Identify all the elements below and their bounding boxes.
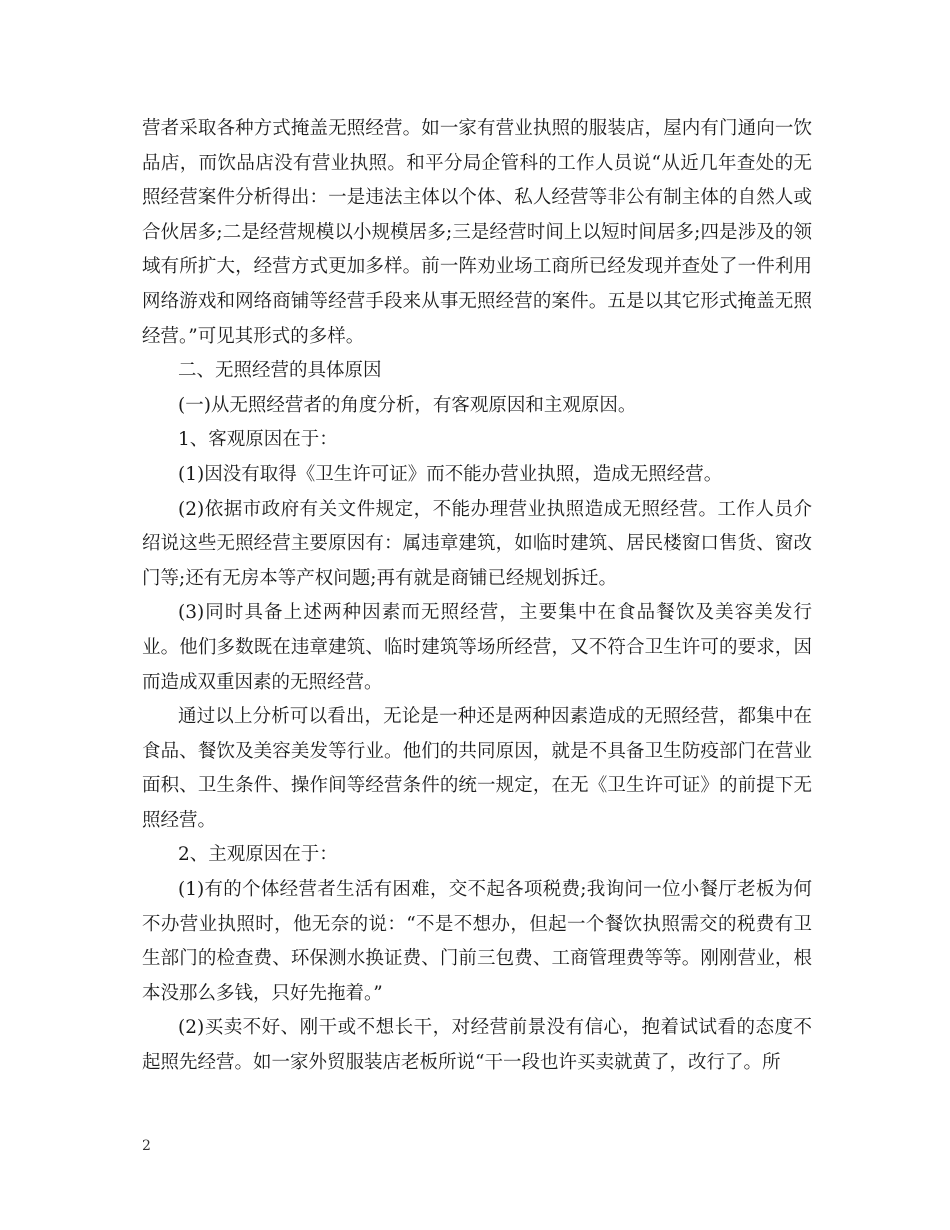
paragraph-analysis-summary: 通过以上分析可以看出，无论是一种还是两种因素造成的无照经营，都集中在食品、餐饮及美容美发等行业。他们的共同原因，就是不具备卫生防疫部门在营业面积、卫生条件、操作间等经营条件的统一规定，在无《卫生许可证》的前提下无照经营。 — [142, 706, 812, 831]
paragraph-subjective-2: (2)买卖不好、刚干或不想长干，对经营前景没有信心，抱着试试看的态度不起照先经营。如一家外贸服装店老板所说“干一段也许买卖就黄了，改行了。所 — [142, 1017, 812, 1074]
item-heading-subjective: 2、主观原因在于： — [178, 844, 338, 866]
paragraph-objective-2: (2)依据市政府有关文件规定，不能办理营业执照造成无照经营。工作人员介绍说这些无照经营主要原因有：属违章建筑，如临时建筑、居民楼窗口售货、窗改门等;还有无房本等产权问题;再有就是商铺已经规划拆迁。 — [142, 498, 812, 589]
document-body — [142, 112, 812, 1081]
paragraph-subjective-1: (1)有的个体经营者生活有困难，交不起各项税费;我询问一位小餐厅老板为何不办营业执照时，他无奈的说：“不是不想办，但起一个餐饮执照需交的税费有卫生部门的检查费、环保测水换证费、门前三包费、工商管理费等等。刚刚营业，根本没那么多钱，只好先拖着。” — [142, 879, 812, 1004]
section-heading-2: 二、无照经营的具体原因 — [178, 360, 382, 382]
page-number: 2 — [142, 1138, 151, 1154]
subsection-heading-1: (一)从无照经营者的角度分析，有客观原因和主观原因。 — [178, 394, 637, 416]
paragraph-1: 营者采取各种方式掩盖无照经营。如一家有营业执照的服装店，屋内有门通向一饮品店，而饮品店没有营业执照。和平分局企管科的工作人员说“从近几年查处的无照经营案件分析得出：一是违法主体以个体、私人经营等非公有制主体的自然人或合伙居多;二是经营规模以小规模居多;三是经营时间上以短时间居多;四是涉及的领域有所扩大，经营方式更加多样。前一阵劝业场工商所已经发现并查处了一件利用网络游戏和网络商铺等经营手段来从事无照经营的案件。五是以其它形式掩盖无照经营。”可见其形式的多样。 — [142, 118, 812, 347]
item-heading-objective: 1、客观原因在于： — [178, 429, 338, 451]
paragraph-objective-1: (1)因没有取得《卫生许可证》而不能办营业执照，造成无照经营。 — [178, 463, 723, 485]
paragraph-objective-3: (3)同时具备上述两种因素而无照经营，主要集中在食品餐饮及美容美发行业。他们多数既在违章建筑、临时建筑等场所经营，又不符合卫生许可的要求，因而造成双重因素的无照经营。 — [142, 602, 812, 693]
